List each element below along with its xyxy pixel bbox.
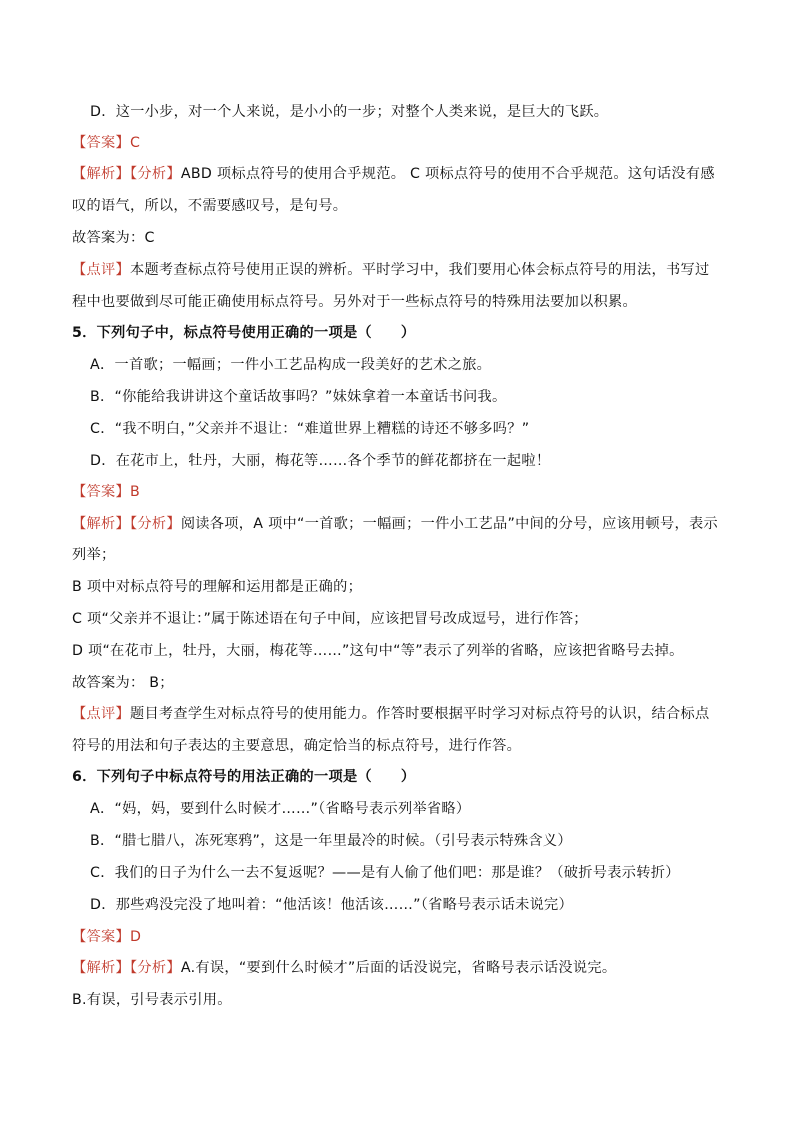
analysis-text: A.有误，“要到什么时候才”后面的话没说完，省略号表示话没说完。 [180, 960, 617, 976]
q5-option-d: D．在花市上，牡丹，大丽，梅花等……各个季节的鲜花都挤在一起啦！ [90, 453, 551, 469]
q5-stem: 5．下列句子中，标点符号使用正确的一项是（ ） [72, 325, 416, 341]
analysis-text: 阅读各项，A 项中“一首歌；一幅画；一件小工艺品”中间的分号，应该用顿号，表示 [180, 516, 718, 532]
comment-tag: 【点评】 [72, 706, 130, 722]
answer-value: B [129, 484, 140, 500]
q4-analysis-line-1 [72, 164, 715, 184]
q4-comment-line-1 [72, 260, 709, 280]
comment-text: 题目考查学生对标点符号的使用能力。作答时要根据平时学习对标点符号的认识，结合标点 [129, 706, 710, 722]
q6-stem: 6．下列句子中标点符号的用法正确的一项是（ ） [72, 769, 416, 785]
q5-analysis-line-5: D 项“在花市上，牡丹，大丽，梅花等……”这句中“等”表示了列举的省略，应该把省略号去掉。 [72, 643, 684, 659]
answer-value: C [129, 135, 141, 151]
q5-comment-line-1 [72, 704, 709, 724]
q5-option-a: A．一首歌；一幅画；一件小工艺品构成一段美好的艺术之旅。 [90, 357, 492, 373]
q6-analysis-line-1 [72, 958, 616, 978]
q5-analysis-line-4: C 项“父亲并不退让：”属于陈述语在句子中间，应该把冒号改成逗号，进行作答； [72, 611, 588, 627]
q5-conclusion: 故答案为： B； [72, 675, 174, 691]
q6-option-c: C．我们的日子为什么一去不复返呢？——是有人偷了他们吧：那是谁？（破折号表示转折） [90, 865, 680, 881]
q4-conclusion: 故答案为：C [72, 230, 155, 246]
q4-option-d: D．这一小步，对一个人来说，是小小的一步；对整个人类来说，是巨大的飞跃。 [90, 104, 609, 120]
q6-answer [72, 927, 141, 947]
q5-answer [72, 482, 140, 502]
answer-tag: 【答案】 [72, 929, 130, 945]
analysis-tag: 【解析】【分析】 [72, 516, 181, 532]
q6-option-d: D．那些鸡没完没了地叫着：“他活该！他活该……”（省略号表示话未说完） [90, 897, 574, 913]
analysis-tag: 【解析】【分析】 [72, 960, 181, 976]
q5-option-c: C．“我不明白，”父亲并不退让：“难道世界上糟糕的诗还不够多吗？” [90, 421, 530, 437]
answer-tag: 【答案】 [72, 135, 130, 151]
q5-analysis-line-2: 列举； [72, 547, 116, 563]
q5-comment-line-2: 符号的用法和句子表达的主要意思，确定恰当的标点符号，进行作答。 [72, 738, 522, 754]
answer-tag: 【答案】 [72, 484, 130, 500]
comment-text: 本题考查标点符号使用正误的辨析。平时学习中，我们要用心体会标点符号的用法，书写过 [129, 262, 710, 278]
q6-option-a: A．“妈，妈，要到什么时候才……”（省略号表示列举省略） [90, 801, 471, 817]
q4-analysis-line-2: 叹的语气，所以，不需要感叹号，是句号。 [72, 198, 348, 214]
analysis-text: ABD 项标点符号的使用合乎规范。 C 项标点符号的使用不合乎规范。这句话没有感 [180, 166, 715, 182]
answer-value: D [129, 929, 142, 945]
q5-analysis-line-1 [72, 514, 718, 534]
q6-analysis-line-2: B.有误，引号表示引用。 [72, 992, 232, 1008]
comment-tag: 【点评】 [72, 262, 130, 278]
q4-answer [72, 133, 140, 153]
analysis-tag: 【解析】【分析】 [72, 166, 181, 182]
q6-option-b: B．“腊七腊八，冻死寒鸦”，这是一年里最冷的时候。（引号表示特殊含义） [90, 833, 572, 849]
q4-comment-line-2: 程中也要做到尽可能正确使用标点符号。另外对于一些标点符号的特殊用法要加以积累。 [72, 294, 638, 310]
q5-option-b: B．“你能给我讲讲这个童话故事吗？”妹妹拿着一本童话书问我。 [90, 389, 507, 405]
q5-analysis-line-3: B 项中对标点符号的理解和运用都是正确的； [72, 579, 363, 595]
